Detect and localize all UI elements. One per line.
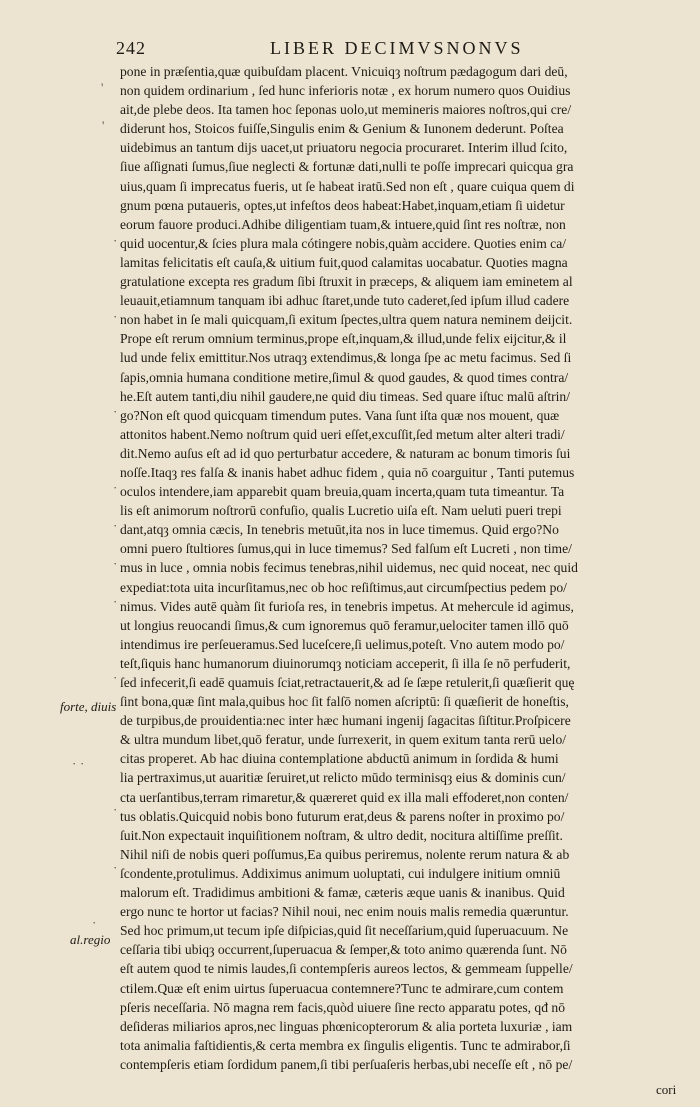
margin-mark: ·	[80, 756, 85, 771]
text-line: expediat:tota uita incurſitamus,nec ob hoc reſiſtimus,aut circumſpectius pedem po/	[120, 579, 567, 595]
text-line: lamitas felicitatis eſt cauſa,& uitium fuit,quod calamitas uocabatur. Quoties magna	[120, 254, 568, 270]
text-line: leuauit,etiamnum tanquam ibi adhuc ſtaret,unde tuto caderet,ſed ipſum illud cadere	[120, 293, 570, 309]
text-line: gratulatione excepta res gradum ſibi ſtruxit in præceps, & aliquem iam eminetem al	[120, 274, 573, 290]
text-line: Nihil niſi de nobis queri poſſumus,Ea quibus periremus, nolente rerum natura & ab	[120, 846, 570, 862]
text-line: Prope eſt rerum omnium terminus,prope eſt,inquam,& illud,unde felix eijcitur,& il	[120, 331, 567, 347]
text-line: eorum fauore produci.Adhibe diligentiam tuam,& intuere,quid ſint res noſtræ, non	[120, 216, 566, 232]
margin-mark: ·	[113, 404, 118, 419]
margin-mark: '	[102, 118, 105, 133]
text-line: uidebimus an tantum dijs uacet,ut priuatoru negocia procuraret. Interim illud ſcito,	[120, 140, 568, 156]
text-line: lud unde felix emittitur.Nos utraqȝ extendimus,& longa ſpe ac metu facimus. Sed ſi	[120, 350, 572, 366]
margin-mark: ·	[113, 233, 118, 248]
margin-mark: ·	[92, 915, 97, 930]
margin-mark: '	[101, 80, 104, 95]
text-line: ceſſaria tibi ubiqȝ occurrent,ſuperuacua & ſemper,& toto animo quærenda ſunt. Nō	[120, 942, 567, 958]
text-line: intendimus ire perſeueramus.Sed luceſcere,ſi uelimus,poteſt. Vno autem modo po/	[120, 636, 565, 652]
text-line: lia pertraximus,ut auaritiæ ſeruiret,ut relicto mūdo terminisqȝ eius & dominis cun/	[120, 770, 566, 786]
margin-note: forte, diuis	[60, 699, 117, 714]
text-line: citas properet. Ab hac diuina contemplatione abductū animum in ſordida & humi	[120, 751, 559, 767]
text-line: non habet in ſe mali quicquam,ſi exitum ſpectes,ultra quem natura neminem deijcit.	[120, 312, 573, 328]
text-line: & ultra mundum libet,quō feratur, unde ſurrexerit, in quem exitum tanta rerū uelo/	[120, 732, 567, 748]
margin-note: al.regio	[70, 932, 111, 947]
text-line: ctilem.Quæ eſt enim uirtus ſuperuacua contemnere?Tunc te admirare,cum contem	[120, 980, 564, 996]
margin-mark: ·	[113, 309, 118, 324]
margin-mark: ·	[72, 756, 77, 771]
text-line: ſcondente,protulimus. Addiximus animum uoluptati, cui indulgere initium omniū	[120, 865, 561, 881]
text-line: oculos intendere,iam apparebit quam breuia,quam incerta,quam tuta timeantur. Ta	[120, 484, 565, 500]
margin-mark: ·	[113, 802, 118, 817]
text-line: malorum eſt. Tradidimus ambitioni & famæ, cæteris æque uanis & inanibus. Quid	[120, 885, 565, 901]
text-line: deſideras miliarios apros,nec linguas phœnicopterorum & alia porteta luxuriæ , iam	[120, 1018, 573, 1034]
text-line: dant,atqȝ omnia cæcis, In tenebris metuūt,ita nos in luce timemus. Quid ergo?No	[120, 522, 559, 538]
margin-mark: ·	[113, 860, 118, 875]
text-line: de turpibus,de prouidentia:nec inter hæc humani ingenij ſagacitas ſiſtitur.Proſpicere	[120, 713, 571, 729]
text-line: ut longius reuocandi ſimus,& cum ignoremus quō feramur,uelociter tamen illō quō	[120, 617, 569, 633]
text-line: he.Eſt autem tanti,diu nihil gaudere,ne quid diu timeas. Sed quare iſtuc malū aſtrin/	[120, 388, 570, 404]
text-line: non quidem ordinarium , ſed hunc inferioris notæ , ex horum numero quos Ouidius	[120, 83, 571, 99]
text-line: ſed infecerit,ſi eadē quamuis ſciat,retractauerit,& ad ſe ſæpe retulerit,ſi quæſierit quę	[120, 675, 575, 690]
text-line: diderunt hos, Stoicos fuiſſe,Singulis enim & Genium & Iunonem dederunt. Poſtea	[120, 121, 564, 137]
text-line: cta uerſantibus,terram rimaretur,& quæreret quid ex illa mali effoderet,non conten/	[120, 789, 569, 805]
page-header	[0, 38, 700, 62]
text-line: teſt,ſiquis hanc humanorum diuinorumqȝ noticiam acceperit, ſi illa ſe nō perfuderit,	[120, 655, 571, 671]
catchword: cori	[656, 1082, 677, 1097]
text-line: mus in luce , omnia nobis fecimus tenebras,nihil uidemus, nec quid noceat, nec quid	[120, 560, 578, 576]
text-line: omni puero ſtultiores ſumus,qui in luce timemus? Sed falſum eſt Lucreti , non time/	[120, 541, 572, 557]
text-line: contempſeris etiam ſordidum panem,ſi tibi perſuaſeris herbas,ubi neceſſe eſt , nō pe/	[120, 1056, 573, 1072]
body-text	[120, 62, 675, 1074]
page-number: 242	[116, 38, 146, 58]
text-line: lis eſt animorum noſtrorū confuſio, qualis Lucretio uiſa eſt. Nam ueluti pueri trepi	[120, 503, 562, 519]
margin-mark: ·	[113, 518, 118, 533]
text-line: ſuit.Non expectauit inquiſitionem noſtram, & ultro dedit, nocitura altiſſime preſſit.	[120, 827, 563, 843]
text-line: go?Non eſt quod quicquam timendum putes. Vana ſunt iſta quæ nos mouent, quæ	[120, 407, 560, 423]
text-line: ſiue aſſignati ſumus,ſiue neglecti & fortunæ dati,nulli te poſſe imprecari quicqua gra	[120, 159, 574, 175]
text-line: pſeris neceſſaria. Nō magna rem facis,quòd uiuere ſine recto apparatu potes, qđ nō	[120, 999, 566, 1015]
margin-mark: ·	[113, 670, 118, 685]
margin-mark: ·	[113, 594, 118, 609]
text-line: ait,de plebe deos. Ita tamen hoc ſeponas uolo,ut memineris maiores noſtros,qui cre/	[120, 102, 572, 118]
text-line: Sed hoc primum,ut tecum ipſe diſpicias,quid ſit neceſſarium,quid ſuperuacuum. Ne	[120, 923, 569, 939]
text-line: eſt autem quod te nimis laudes,ſi contempſeris aureos lectos, & gemmeam ſuppelle/	[120, 961, 573, 977]
text-line: uius,quam ſi imprecatus fueris, ut ſe habeat iratū.Sed non eſt , quare cuiqua quem di	[120, 178, 575, 194]
text-line: nimus. Vides autē quàm ſit furioſa res, in tenebris impetus. At mehercule id agimus,	[120, 598, 574, 614]
text-line: ſapis,omnia humana conditione metire,ſimul & quod gaudes, & quod times contra/	[120, 369, 569, 385]
margin-mark: ·	[113, 480, 118, 495]
text-line: tota animalia faſtidientis,& certa membra ex ſingulis eligentis. Tunc te admirabor,ſi	[120, 1037, 571, 1053]
text-line: attonitos habent.Nemo noſtrum quid ueri eſſet,excuſſit,ſed metum alter alteri tradi/	[120, 426, 565, 442]
text-line: ſint bona,quæ ſint mala,quibus hoc ſit falſō nomen aſcriptū: ſi quæſierit de honeſtis,	[120, 694, 569, 710]
text-line: ergo nunc te hortor ut facias? Nihil noui, nec enim nouis malis remedia quæruntur.	[120, 904, 569, 920]
margin-mark: ·	[113, 556, 118, 571]
running-head: LIBER DECIMVSNONVS	[270, 38, 524, 58]
text-line: dit.Nemo auſus eſt ad id quo perturbatur accedere, & naturam ac bonum timoris ſui	[120, 445, 571, 461]
text-line: tus oblatis.Quicquid nobis bono futurum erat,deus & parens noſter in proximo po/	[120, 808, 565, 824]
text-line: pone in præſentia,quæ quibuſdam placent. Vnicuiqȝ noſtrum pædagogum dari deū,	[120, 64, 568, 79]
text-line: gnum pœna putaueris, optes,ut infeſtos deos habeat:Habet,inquam,etiam ſi uidetur	[120, 197, 565, 213]
text-line: quid uocentur,& ſcies plura mala cótingere nobis,quàm accidere. Quoties enim ca/	[120, 235, 567, 251]
text-line: noſſe.Itaqȝ res falſa & inanis habet adhuc fidem , quia nō coarguitur , Tanti putemus	[120, 464, 575, 480]
